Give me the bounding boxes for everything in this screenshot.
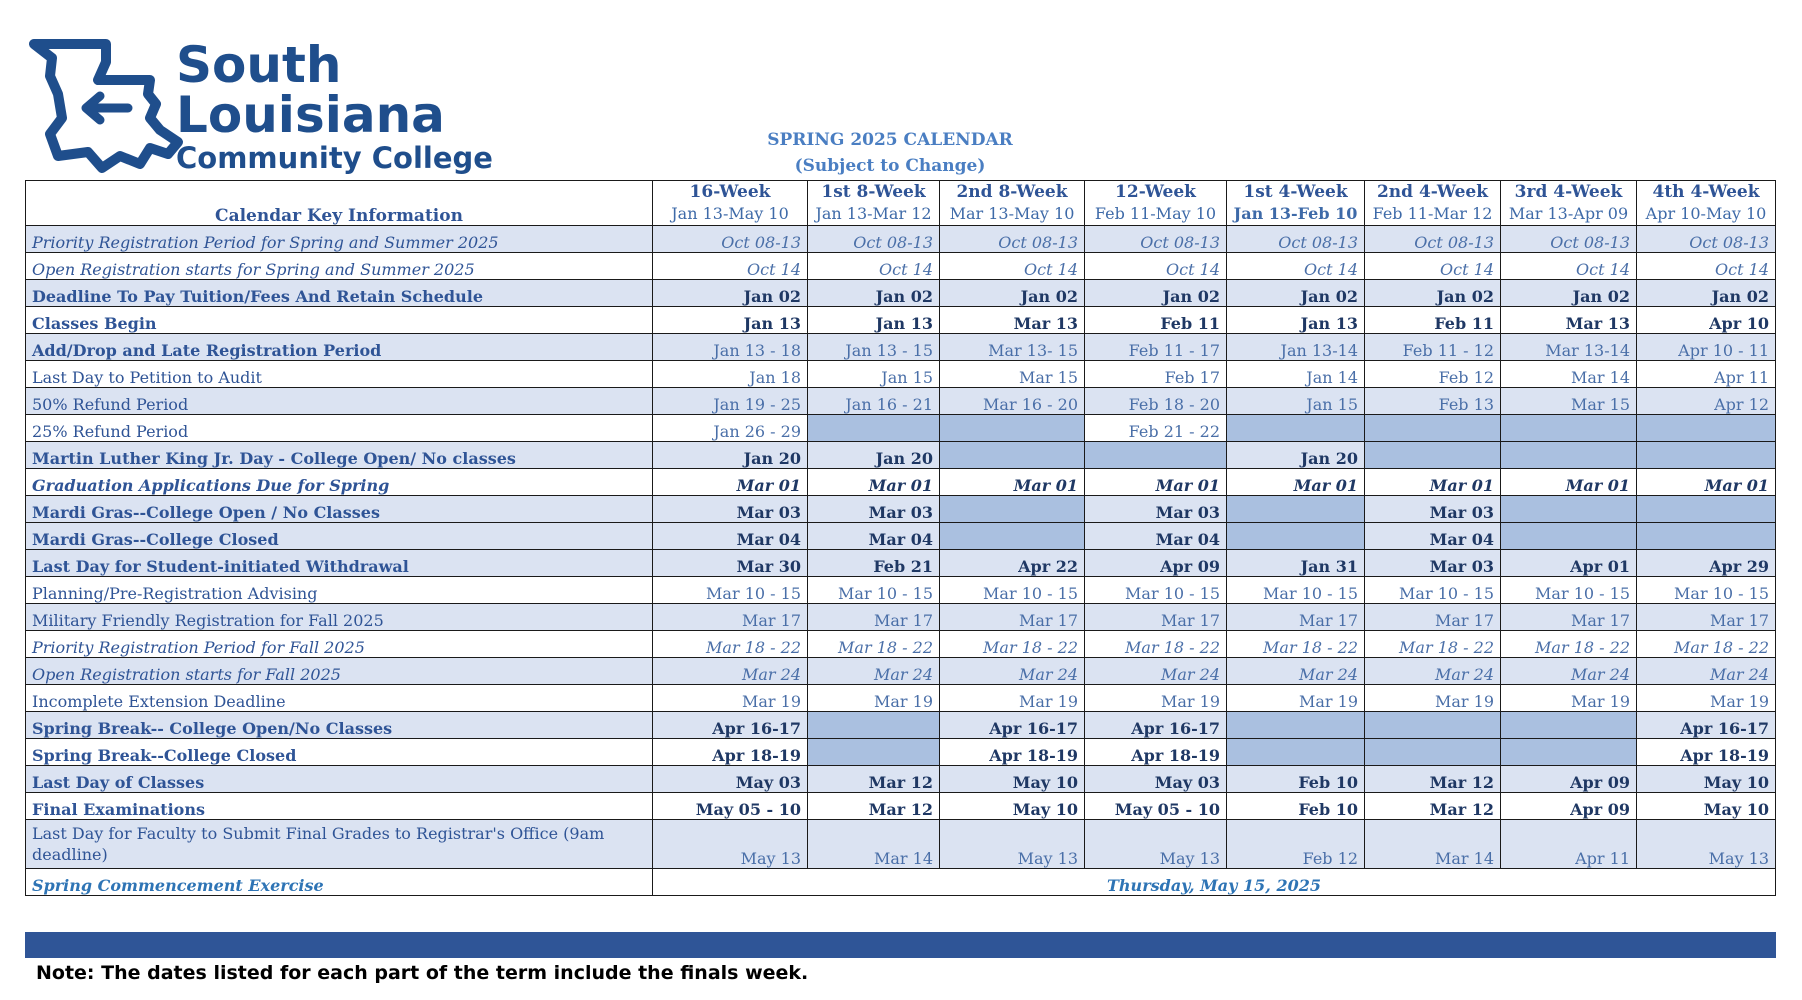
row-label: 50% Refund Period xyxy=(26,388,653,415)
date-cell: Mar 18 - 22 xyxy=(1637,631,1776,658)
column-name: 16-Week xyxy=(689,182,771,202)
empty-cell xyxy=(1501,712,1637,739)
row-label: Military Friendly Registration for Fall 2025 xyxy=(26,604,653,631)
date-cell: Mar 19 xyxy=(1501,685,1637,712)
row-label: Planning/Pre-Registration Advising xyxy=(26,577,653,604)
date-cell: Mar 01 xyxy=(1227,469,1365,496)
date-cell: Mar 01 xyxy=(1637,469,1776,496)
empty-cell xyxy=(1227,739,1365,766)
date-cell: Mar 01 xyxy=(653,469,808,496)
date-cell: Mar 24 xyxy=(1501,658,1637,685)
date-cell: Mar 24 xyxy=(1085,658,1227,685)
table-row xyxy=(26,658,1776,685)
logo-line2: Louisiana xyxy=(176,86,445,144)
date-cell: Jan 31 xyxy=(1227,550,1365,577)
calendar-subtitle: (Subject to Change) xyxy=(794,156,986,176)
date-cell: Mar 12 xyxy=(1365,793,1501,820)
date-cell: Jan 14 xyxy=(1227,361,1365,388)
date-cell: Mar 19 xyxy=(1637,685,1776,712)
date-cell: Jan 26 - 29 xyxy=(653,415,808,442)
table-row xyxy=(26,523,1776,550)
date-cell: Mar 19 xyxy=(1227,685,1365,712)
date-cell: Jan 15 xyxy=(1227,388,1365,415)
date-cell: Feb 11 xyxy=(1365,307,1501,334)
table-row xyxy=(26,712,1776,739)
date-cell: Feb 10 xyxy=(1227,766,1365,793)
date-cell: Mar 13 xyxy=(1501,307,1637,334)
row-label: Mardi Gras--College Closed xyxy=(26,523,653,550)
empty-cell xyxy=(1637,442,1776,469)
table-row xyxy=(26,550,1776,577)
table-row xyxy=(26,226,1776,253)
date-cell: Mar 30 xyxy=(653,550,808,577)
date-cell: Mar 24 xyxy=(1365,658,1501,685)
date-cell: Mar 17 xyxy=(1501,604,1637,631)
table-row xyxy=(26,793,1776,820)
table-row xyxy=(26,307,1776,334)
date-cell: Mar 10 - 15 xyxy=(1501,577,1637,604)
calendar-title: SPRING 2025 CALENDAR xyxy=(767,130,1013,150)
row-label: Classes Begin xyxy=(26,307,653,334)
date-cell: Jan 19 - 25 xyxy=(653,388,808,415)
date-cell: Mar 01 xyxy=(1365,469,1501,496)
date-cell: Oct 14 xyxy=(940,253,1085,280)
date-cell: Mar 10 - 15 xyxy=(1227,577,1365,604)
column-header xyxy=(808,181,940,226)
date-cell: Mar 12 xyxy=(808,766,940,793)
date-cell: Oct 14 xyxy=(653,253,808,280)
row-label: Last Day of Classes xyxy=(26,766,653,793)
column-range: Jan 13-Mar 12 xyxy=(815,204,932,223)
commencement-row xyxy=(26,869,1776,896)
date-cell: Feb 13 xyxy=(1365,388,1501,415)
date-cell: Mar 10 - 15 xyxy=(1085,577,1227,604)
empty-cell xyxy=(1501,496,1637,523)
table-row xyxy=(26,496,1776,523)
row-label: Add/Drop and Late Registration Period xyxy=(26,334,653,361)
row-label: Final Examinations xyxy=(26,793,653,820)
date-cell: Jan 02 xyxy=(1227,280,1365,307)
date-cell: Oct 08-13 xyxy=(1637,226,1776,253)
row-label: Spring Break--College Closed xyxy=(26,739,653,766)
table-row xyxy=(26,577,1776,604)
date-cell: Jan 20 xyxy=(653,442,808,469)
table-row xyxy=(26,739,1776,766)
date-cell: May 10 xyxy=(940,793,1085,820)
table-row xyxy=(26,388,1776,415)
column-header xyxy=(1637,181,1776,226)
date-cell: Mar 14 xyxy=(1501,361,1637,388)
row-label: Mardi Gras--College Open / No Classes xyxy=(26,496,653,523)
date-cell: Oct 14 xyxy=(1637,253,1776,280)
date-cell: Jan 02 xyxy=(808,280,940,307)
date-cell: Mar 03 xyxy=(1085,496,1227,523)
column-name: 2nd 4-Week xyxy=(1376,182,1489,202)
date-cell: May 13 xyxy=(653,820,808,869)
table-row xyxy=(26,766,1776,793)
date-cell: Mar 18 - 22 xyxy=(1501,631,1637,658)
row-label: Priority Registration Period for Fall 2025 xyxy=(26,631,653,658)
row-label: Deadline To Pay Tuition/Fees And Retain Schedule xyxy=(26,280,653,307)
date-cell: Mar 14 xyxy=(1365,820,1501,869)
table-row xyxy=(26,820,1776,869)
header-row xyxy=(26,181,1776,226)
empty-cell xyxy=(1365,415,1501,442)
empty-cell xyxy=(940,496,1085,523)
date-cell: Mar 18 - 22 xyxy=(1085,631,1227,658)
date-cell: Mar 17 xyxy=(808,604,940,631)
date-cell: May 10 xyxy=(1637,766,1776,793)
date-cell: Feb 10 xyxy=(1227,793,1365,820)
column-header xyxy=(1365,181,1501,226)
row-label: Graduation Applications Due for Spring xyxy=(26,469,653,496)
date-cell: Oct 08-13 xyxy=(808,226,940,253)
date-cell: Apr 18-19 xyxy=(1637,739,1776,766)
date-cell: Feb 12 xyxy=(1227,820,1365,869)
date-cell: Mar 18 - 22 xyxy=(808,631,940,658)
date-cell: Jan 20 xyxy=(808,442,940,469)
empty-cell xyxy=(808,739,940,766)
date-cell: Apr 16-17 xyxy=(653,712,808,739)
date-cell: Mar 04 xyxy=(653,523,808,550)
column-name: 12-Week xyxy=(1115,182,1196,202)
table-row xyxy=(26,442,1776,469)
date-cell: Apr 18-19 xyxy=(653,739,808,766)
date-cell: Mar 17 xyxy=(1637,604,1776,631)
date-cell: Mar 03 xyxy=(653,496,808,523)
date-cell: Jan 02 xyxy=(1501,280,1637,307)
column-range: Mar 13-Apr 09 xyxy=(1508,204,1629,223)
date-cell: Mar 03 xyxy=(1365,496,1501,523)
table-row xyxy=(26,469,1776,496)
empty-cell xyxy=(1637,415,1776,442)
date-cell: Mar 03 xyxy=(808,496,940,523)
date-cell: Oct 08-13 xyxy=(1227,226,1365,253)
row-label: Open Registration starts for Spring and Summer 2025 xyxy=(26,253,653,280)
empty-cell xyxy=(808,712,940,739)
date-cell: Mar 15 xyxy=(1501,388,1637,415)
date-cell: Mar 19 xyxy=(940,685,1085,712)
date-cell: Feb 17 xyxy=(1085,361,1227,388)
date-cell: Mar 10 - 15 xyxy=(940,577,1085,604)
column-header xyxy=(940,181,1085,226)
column-range: Apr 10-May 10 xyxy=(1645,204,1767,223)
date-cell: Apr 09 xyxy=(1501,793,1637,820)
column-header xyxy=(1085,181,1227,226)
date-cell: Apr 10 xyxy=(1637,307,1776,334)
date-cell: Jan 13 - 15 xyxy=(808,334,940,361)
date-cell: Apr 11 xyxy=(1501,820,1637,869)
row-label: Incomplete Extension Deadline xyxy=(26,685,653,712)
row-label: Spring Break-- College Open/No Classes xyxy=(26,712,653,739)
date-cell: Mar 04 xyxy=(1085,523,1227,550)
date-cell: Mar 10 - 15 xyxy=(1637,577,1776,604)
date-cell: Mar 13- 15 xyxy=(940,334,1085,361)
date-cell: Mar 24 xyxy=(653,658,808,685)
date-cell: Apr 18-19 xyxy=(940,739,1085,766)
date-cell: Apr 12 xyxy=(1637,388,1776,415)
table-row xyxy=(26,334,1776,361)
date-cell: Feb 11 - 12 xyxy=(1365,334,1501,361)
date-cell: Mar 01 xyxy=(940,469,1085,496)
date-cell: Mar 14 xyxy=(808,820,940,869)
date-cell: Jan 15 xyxy=(808,361,940,388)
date-cell: Oct 14 xyxy=(1085,253,1227,280)
date-cell: Apr 11 xyxy=(1637,361,1776,388)
date-cell: Jan 20 xyxy=(1227,442,1365,469)
date-cell: Mar 10 - 15 xyxy=(808,577,940,604)
date-cell: Feb 11 - 17 xyxy=(1085,334,1227,361)
date-cell: Mar 04 xyxy=(1365,523,1501,550)
date-cell: Apr 09 xyxy=(1085,550,1227,577)
date-cell: Apr 18-19 xyxy=(1085,739,1227,766)
date-cell: Mar 18 - 22 xyxy=(940,631,1085,658)
empty-cell xyxy=(1637,496,1776,523)
date-cell: May 03 xyxy=(1085,766,1227,793)
empty-cell xyxy=(940,415,1085,442)
commencement-date: Thursday, May 15, 2025 xyxy=(653,869,1776,896)
column-name: 4th 4-Week xyxy=(1652,182,1760,202)
date-cell: Mar 12 xyxy=(808,793,940,820)
row-label: Last Day to Petition to Audit xyxy=(26,361,653,388)
date-cell: Oct 08-13 xyxy=(653,226,808,253)
date-cell: Oct 08-13 xyxy=(940,226,1085,253)
date-cell: May 13 xyxy=(940,820,1085,869)
column-range: Feb 11-May 10 xyxy=(1094,204,1217,223)
date-cell: Mar 24 xyxy=(808,658,940,685)
date-cell: Apr 16-17 xyxy=(1085,712,1227,739)
footer-note: Note: The dates listed for each part of the term include the finals week. xyxy=(36,962,809,984)
date-cell: Apr 09 xyxy=(1501,766,1637,793)
date-cell: Oct 14 xyxy=(1501,253,1637,280)
empty-cell xyxy=(1227,523,1365,550)
date-cell: Feb 11 xyxy=(1085,307,1227,334)
date-cell: Feb 12 xyxy=(1365,361,1501,388)
date-cell: Jan 02 xyxy=(1085,280,1227,307)
date-cell: Apr 10 - 11 xyxy=(1637,334,1776,361)
column-range: Mar 13-May 10 xyxy=(949,204,1075,223)
date-cell: Mar 01 xyxy=(1501,469,1637,496)
date-cell: Apr 16-17 xyxy=(940,712,1085,739)
commencement-label: Spring Commencement Exercise xyxy=(26,869,653,896)
column-name: 1st 8-Week xyxy=(821,182,926,202)
date-cell: Mar 16 - 20 xyxy=(940,388,1085,415)
date-cell: Oct 14 xyxy=(1365,253,1501,280)
calendar-table xyxy=(25,180,1776,896)
date-cell: Mar 19 xyxy=(1365,685,1501,712)
table-row xyxy=(26,253,1776,280)
date-cell: Mar 04 xyxy=(808,523,940,550)
date-cell: Jan 02 xyxy=(1365,280,1501,307)
date-cell: Feb 21 - 22 xyxy=(1085,415,1227,442)
date-cell: Oct 14 xyxy=(1227,253,1365,280)
date-cell: Mar 17 xyxy=(1085,604,1227,631)
empty-cell xyxy=(1085,442,1227,469)
date-cell: Apr 16-17 xyxy=(1637,712,1776,739)
table-row xyxy=(26,685,1776,712)
empty-cell xyxy=(940,442,1085,469)
date-cell: Feb 21 xyxy=(808,550,940,577)
date-cell: Mar 17 xyxy=(1365,604,1501,631)
date-cell: May 13 xyxy=(1085,820,1227,869)
date-cell: Jan 13 xyxy=(808,307,940,334)
date-cell: Mar 10 - 15 xyxy=(1365,577,1501,604)
date-cell: Mar 17 xyxy=(940,604,1085,631)
column-range: Feb 11-Mar 12 xyxy=(1372,204,1493,223)
empty-cell xyxy=(1365,712,1501,739)
date-cell: Mar 19 xyxy=(808,685,940,712)
date-cell: Apr 01 xyxy=(1501,550,1637,577)
logo-line3: Community College xyxy=(176,141,493,175)
date-cell: Feb 18 - 20 xyxy=(1085,388,1227,415)
date-cell: Mar 19 xyxy=(1085,685,1227,712)
date-cell: Oct 08-13 xyxy=(1365,226,1501,253)
date-cell: Jan 02 xyxy=(940,280,1085,307)
empty-cell xyxy=(1501,523,1637,550)
table-row xyxy=(26,604,1776,631)
date-cell: Apr 22 xyxy=(940,550,1085,577)
column-range: Jan 13-May 10 xyxy=(671,204,789,223)
table-row xyxy=(26,631,1776,658)
date-cell: Jan 02 xyxy=(653,280,808,307)
date-cell: Jan 13 xyxy=(653,307,808,334)
empty-cell xyxy=(1227,496,1365,523)
date-cell: Oct 14 xyxy=(808,253,940,280)
college-logo xyxy=(28,38,518,178)
column-name: 1st 4-Week xyxy=(1243,182,1348,202)
date-cell: Mar 19 xyxy=(653,685,808,712)
table-row xyxy=(26,415,1776,442)
date-cell: May 10 xyxy=(1637,793,1776,820)
date-cell: Jan 02 xyxy=(1637,280,1776,307)
date-cell: Mar 12 xyxy=(1365,766,1501,793)
empty-cell xyxy=(1501,442,1637,469)
date-cell: Mar 10 - 15 xyxy=(653,577,808,604)
empty-cell xyxy=(940,523,1085,550)
date-cell: Mar 18 - 22 xyxy=(653,631,808,658)
logo-line1: South xyxy=(176,38,342,94)
date-cell: Jan 16 - 21 xyxy=(808,388,940,415)
date-cell: Oct 08-13 xyxy=(1085,226,1227,253)
empty-cell xyxy=(808,415,940,442)
key-header: Calendar Key Information xyxy=(26,181,653,226)
empty-cell xyxy=(1365,442,1501,469)
date-cell: Mar 03 xyxy=(1365,550,1501,577)
row-label: Martin Luther King Jr. Day - College Open/ No classes xyxy=(26,442,653,469)
date-cell: Jan 13-14 xyxy=(1227,334,1365,361)
date-cell: Mar 24 xyxy=(940,658,1085,685)
table-row xyxy=(26,280,1776,307)
row-label: Last Day for Student-initiated Withdrawal xyxy=(26,550,653,577)
empty-cell xyxy=(1501,415,1637,442)
date-cell: May 05 - 10 xyxy=(1085,793,1227,820)
column-header xyxy=(1501,181,1637,226)
date-cell: May 10 xyxy=(940,766,1085,793)
date-cell: Mar 01 xyxy=(808,469,940,496)
date-cell: Mar 17 xyxy=(653,604,808,631)
date-cell: Mar 15 xyxy=(940,361,1085,388)
column-header xyxy=(1227,181,1365,226)
date-cell: Mar 13 xyxy=(940,307,1085,334)
empty-cell xyxy=(1365,739,1501,766)
column-name: 3rd 4-Week xyxy=(1514,182,1623,202)
date-cell: Mar 18 - 22 xyxy=(1365,631,1501,658)
date-cell: Mar 01 xyxy=(1085,469,1227,496)
empty-cell xyxy=(1637,523,1776,550)
date-cell: Jan 13 - 18 xyxy=(653,334,808,361)
column-range: Jan 13-Feb 10 xyxy=(1233,204,1358,223)
empty-cell xyxy=(1501,739,1637,766)
date-cell: May 05 - 10 xyxy=(653,793,808,820)
date-cell: Mar 18 - 22 xyxy=(1227,631,1365,658)
date-cell: Oct 08-13 xyxy=(1501,226,1637,253)
date-cell: Mar 17 xyxy=(1227,604,1365,631)
empty-cell xyxy=(1227,415,1365,442)
date-cell: Jan 18 xyxy=(653,361,808,388)
date-cell: Jan 13 xyxy=(1227,307,1365,334)
date-cell: Mar 13-14 xyxy=(1501,334,1637,361)
date-cell: May 03 xyxy=(653,766,808,793)
footer-banner xyxy=(25,932,1776,958)
date-cell: May 13 xyxy=(1637,820,1776,869)
date-cell: Mar 24 xyxy=(1227,658,1365,685)
row-label: Priority Registration Period for Spring and Summer 2025 xyxy=(26,226,653,253)
table-row xyxy=(26,361,1776,388)
row-label: Open Registration starts for Fall 2025 xyxy=(26,658,653,685)
row-label: 25% Refund Period xyxy=(26,415,653,442)
empty-cell xyxy=(1227,712,1365,739)
date-cell: Mar 24 xyxy=(1637,658,1776,685)
column-header xyxy=(653,181,808,226)
column-name: 2nd 8-Week xyxy=(956,182,1068,202)
row-label: Last Day for Faculty to Submit Final Grades to Registrar's Office (9am deadline) xyxy=(26,820,653,869)
date-cell: Apr 29 xyxy=(1637,550,1776,577)
